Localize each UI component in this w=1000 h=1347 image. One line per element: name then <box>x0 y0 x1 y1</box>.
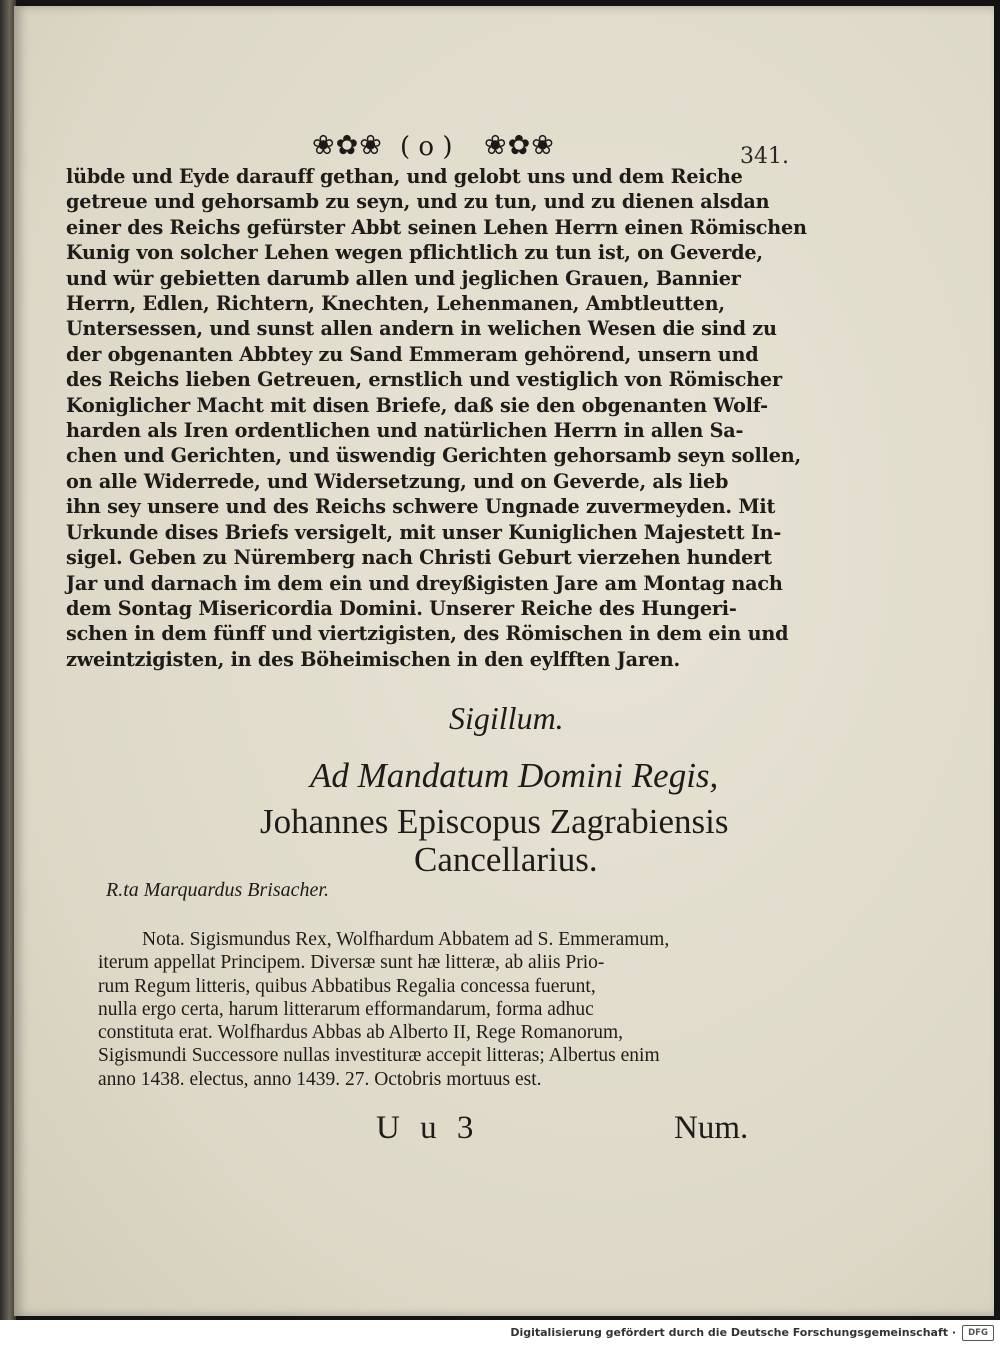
text-line: harden als Iren ordentlichen und natürlichen Herrn in allen Sa- <box>66 419 744 443</box>
signature-mark: U u 3 <box>376 1110 480 1146</box>
text-line: Kunig von solcher Lehen wegen pflichtlich zu tun ist, on Geverde, <box>66 241 763 265</box>
text-line: on alle Widerrede, und Widersetzung, und on Geverde, als lieb <box>66 469 729 493</box>
text-line: anno 1438. electus, anno 1439. 27. Octobris mortuus est. <box>98 1068 542 1090</box>
text-line: iterum appellat Principem. Diversæ sunt hæ litteræ, ab aliis Prio- <box>98 952 605 974</box>
header-center: ( o ) <box>400 132 453 162</box>
text-line: Urkunde dises Briefs versigelt, mit unser Kuniglichen Majestett In- <box>66 520 782 544</box>
signatory-title: Cancellarius. <box>414 840 598 879</box>
signatory-name: Johannes Episcopus Zagrabiensis <box>260 802 729 841</box>
text-line: Untersessen, und sunst allen andern in welichen Wesen die sind zu <box>66 317 777 341</box>
text-line: Herrn, Edlen, Richtern, Knechten, Lehenmanen, Ambtleutten, <box>66 292 725 316</box>
text-line: und wür gebietten darumb allen und jeglichen Grauen, Bannier <box>66 266 741 290</box>
page-footer-marks <box>14 1110 994 1154</box>
page-header <box>14 130 994 166</box>
sigillum-heading: Sigillum. <box>449 700 564 736</box>
fraktur-body-text <box>66 164 807 672</box>
text-line: ihn sey unsere und des Reichs schwere Ungnade zuvermeyden. Mit <box>66 495 776 519</box>
ornament-right-icon: ❀✿❀ <box>484 130 555 161</box>
text-line: lübde und Eyde darauff gethan, und gelobt uns und dem Reiche <box>66 165 743 188</box>
text-line: dem Sontag Misericordia Domini. Unserer Reiche des Hungeri- <box>66 596 737 620</box>
text-line: zweintzigisten, in des Böheimischen in den eylfften Jaren. <box>66 647 681 671</box>
text-line: Koniglicher Macht mit disen Briefe, daß sie den obgenanten Wolf- <box>66 393 768 417</box>
mandatum-line: Ad Mandatum Domini Regis, <box>310 756 719 795</box>
text-line: nulla ergo certa, harum litterarum efformandarum, forma adhuc <box>98 998 594 1020</box>
text-line: Jar und darnach im dem ein und dreyßigisten Jare am Montag nach <box>66 571 783 595</box>
nota-paragraph <box>98 928 778 1091</box>
text-line: des Reichs lieben Getreuen, ernstlich und vestiglich von Römischer <box>66 368 782 392</box>
digitization-footer <box>0 1320 1000 1347</box>
text-line: rum Regum litteris, quibus Abbatibus Regalia concessa fuerunt, <box>98 975 596 997</box>
text-line: schen in dem fünff und viertzigisten, des Römischen in dem ein und <box>66 622 789 646</box>
text-line: Nota. Sigismundus Rex, Wolfhardum Abbatem ad S. Emmeramum, <box>142 929 670 950</box>
text-line: Sigismundi Successore nullas investituræ accepit litteras; Albertus enim <box>98 1045 660 1067</box>
dfg-logo: DFG <box>962 1325 994 1341</box>
ornament-left-icon: ❀✿❀ <box>312 130 383 161</box>
text-line: einer des Reichs gefürster Abbt seinen Lehen Herrn einen Römischen <box>66 215 807 239</box>
page-number: 341. <box>740 144 789 169</box>
text-line: getreue und gehorsamb zu seyn, und zu tun, und zu dienen alsdan <box>66 190 770 214</box>
catchword: Num. <box>674 1110 749 1146</box>
text-line: constituta erat. Wolfhardus Abbas ab Alberto II, Rege Romanorum, <box>98 1022 623 1044</box>
text-line: der obgenanten Abbtey zu Sand Emmeram gehörend, unsern und <box>66 342 759 366</box>
text-line: chen und Gerichten, und üswendig Gerichten gehorsamb seyn sollen, <box>66 444 801 468</box>
footer-credit: Digitalisierung gefördert durch die Deutsche Forschungsgemeinschaft · <box>510 1326 956 1339</box>
text-line: sigel. Geben zu Nüremberg nach Christi Geburt vierzehen hundert <box>66 546 772 570</box>
book-page <box>14 6 994 1316</box>
registrar-line: R.ta Marquardus Brisacher. <box>106 879 329 901</box>
